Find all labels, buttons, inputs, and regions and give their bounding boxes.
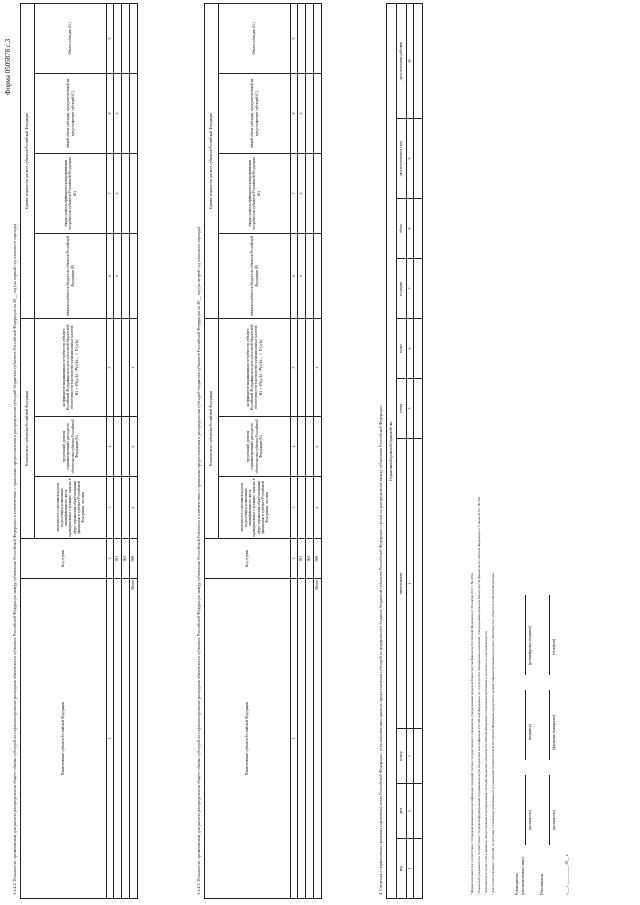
- col-num: 3: [107, 477, 114, 539]
- col-paragraph: абзац: [397, 199, 407, 259]
- section-2-table: [204, 3, 322, 899]
- col-code: Код строки: [205, 539, 291, 579]
- footnote: ⁴ Для соответствующих субсидий, по которым установлены требования об установлении Правительством Российской Федерации предельного уровня софинансирования расходного обязательства субъекта Российской Федерации.: [491, 572, 495, 895]
- col-participants: численность участников курсов подготовки и повышения квалификации из числа муниципальных служащих, занятых в сфере управления общественными финансами в субъекте Российской Федерации, человек: [35, 477, 107, 539]
- row-code: 001: [298, 539, 306, 579]
- position-caption: (должность): [528, 810, 532, 830]
- phone-caption: (телефон): [552, 639, 556, 655]
- cell: [298, 579, 306, 899]
- head-label: Руководитель: [515, 872, 519, 895]
- col-num: 6: [107, 233, 114, 318]
- col-num: 6: [407, 319, 414, 379]
- formula: Ki = Pi(y/k) / P(y/k)... × Y/(y/k): [74, 339, 80, 396]
- col-num: 4: [407, 439, 414, 729]
- col-num: 9: [291, 3, 298, 73]
- cell-x: x: [298, 153, 306, 233]
- col-num: 2: [407, 784, 414, 839]
- col-num: 3: [291, 477, 298, 539]
- head-sublabel: (уполномоченное лицо): [521, 856, 525, 895]
- col-kind: вид: [397, 839, 407, 899]
- footnote: ² Показатели указываются в соответствии с Порядком формирования и применения кодов бюджетной классификации Российской Федерации, их структурой и принципами назначения, утвержденным приказом Министерства финансов Российской Федерации от 6 июня 2019 г. № 85н.: [477, 496, 481, 895]
- total-label: Итого: [314, 579, 322, 899]
- signature-line: [525, 775, 526, 845]
- col-num: 5: [407, 379, 414, 439]
- col-num: 1: [407, 839, 414, 899]
- col-cofinancing-level: предельный уровень софинансирования расходного обязательства субъекта Российской Федерации (%): [219, 417, 291, 477]
- total-row: [130, 3, 138, 898]
- col-num: 5: [107, 318, 114, 416]
- col-subsidy: Объем субсидии (Ci): [35, 3, 107, 73]
- col-coefficient-label: коэффициент выравнивания потребности субъекта Российской Федерации исходя из расчетной бюджетной обеспеченности в количестве муниципальных налогов: [61, 324, 75, 411]
- col-coefficient: [219, 318, 291, 416]
- fio2-caption: (фамилия, инициалы): [552, 714, 556, 750]
- col-coef-sum: общая сумма коэффициентов выравнивания потребности субъектов Российской Федерации (K): [35, 153, 107, 233]
- column-numbers-row: [291, 3, 298, 898]
- total-row: [314, 3, 322, 898]
- col-num: 4: [291, 417, 298, 477]
- column-numbers-row: [407, 4, 414, 899]
- form-number: Форма 0505878 с.3: [4, 38, 12, 95]
- cell-x: x: [114, 153, 122, 233]
- cell-x: x: [314, 417, 322, 477]
- section-2-title: 3.1.4.3. Показатели, применяемые для расчета распределения общего объема субсидий на софинансирование расходных обязательств субъектов Российской Федерации между субъектами Российской Federation в соответствии с правилами предоставления и распределения субсидий бюджетам субъектов Российской Федерации на 20__ год (на второй год планового периода): [196, 226, 201, 895]
- signature-line: [525, 690, 526, 760]
- col-code: Код строки: [21, 539, 107, 579]
- col-num: 6: [291, 233, 298, 318]
- col-total-need: общая потребность бюджетов субъектов Российской Федерации (P): [35, 233, 107, 318]
- cell-x: x: [314, 318, 322, 416]
- signature-line: [549, 690, 550, 760]
- col-subpoint: подпункт: [397, 259, 407, 319]
- col-coefficient-label: коэффициент выравнивания потребности субъекта Российской Федерации исходя из расчетной бюджетной обеспеченности в количестве муниципальных налогов: [245, 324, 259, 411]
- col-num: 9: [107, 3, 114, 73]
- col-num: 8: [291, 73, 298, 153]
- col-coef-sum: общая сумма коэффициентов выравнивания потребности субъектов Российской Федерации (K): [219, 153, 291, 233]
- table-row: [114, 3, 122, 898]
- table-row: [122, 3, 130, 898]
- cell: [306, 579, 314, 899]
- cell-x: x: [314, 477, 322, 539]
- cell: [122, 579, 130, 899]
- col-end-date: дата окончания действия: [397, 4, 407, 119]
- col-article: статья: [397, 379, 407, 439]
- group-subjects: Показатели по субъектам Российской Федерации: [205, 318, 219, 538]
- col-coefficient: [35, 318, 107, 416]
- col-total-need: общая потребность бюджетов субъектов Российской Федерации (P): [219, 233, 291, 318]
- group-common: Единые показатели для всех субъектов Российской Федерации: [21, 3, 35, 318]
- group-subjects: Показатели по субъектам Российской Федерации: [21, 318, 35, 538]
- cell-x: x: [130, 417, 138, 477]
- col-num: 1: [291, 579, 298, 899]
- cell-x: x: [130, 318, 138, 416]
- col-name: Наименование субъекта Российской Федерации: [205, 579, 291, 899]
- col-num: 9: [407, 119, 414, 199]
- section-3-table: [386, 3, 423, 899]
- col-num: 2: [291, 539, 298, 579]
- total-code: 900: [130, 539, 138, 579]
- cell-x: x: [298, 73, 306, 153]
- total-code: 900: [314, 539, 322, 579]
- col-effective-date: дата вступления в силу: [397, 119, 407, 199]
- signature-line: [549, 775, 550, 845]
- col-num: 7: [407, 259, 414, 319]
- col-num: 1: [107, 579, 114, 899]
- col-num: 5: [291, 318, 298, 416]
- col-total-subsidy: общий объем субсидии, предусмотренный на предоставление субсидий (С): [219, 73, 291, 153]
- total-label: Итого: [130, 579, 138, 899]
- sign-caption: (подпись): [528, 724, 532, 740]
- cell-x: x: [298, 233, 306, 318]
- signature-line: [549, 595, 550, 675]
- row-code: 002: [122, 539, 130, 579]
- table-row: [298, 3, 306, 898]
- cell: [114, 579, 122, 899]
- section-3-title: 4. Сведения о нормативных правовых (правовых) актах Российской Федерации, устанавливающих правила предоставления субсидий из федерального бюджета бюджетам субъектов Российской Федерации и (или) их распределение между субъектами Российской Федерации: [378, 405, 383, 895]
- col-num: 10: [407, 4, 414, 119]
- col-cofinancing-level: предельный уровень софинансирования расходного обязательства субъекта Российской Федерации (%): [35, 417, 107, 477]
- col-point: пункт: [397, 319, 407, 379]
- section-1-title: 3.1.4.2. Показатели, применяемые для расчета распределения общего объема субсидий на софинансирование расходных обязательств субъектов Российской Федерации между субъектами Российской Федерации в соответствии с правилами предоставления и распределения субсидий бюджетам субъектов Российской Федерации на 20__ год (на первый год планового периода): [12, 223, 17, 895]
- col-num: 7: [107, 153, 114, 233]
- cell-x: x: [114, 233, 122, 318]
- col-num: 4: [107, 417, 114, 477]
- cell-x: x: [130, 477, 138, 539]
- col-num: 7: [291, 153, 298, 233]
- section-1-table: [20, 3, 138, 899]
- col-name: Наименование субъекта Российской Федерации: [21, 579, 107, 899]
- footnote: ¹ Форма заполняется в соответствии с Порядком применения классификации операций сектора государственного управления, утвержденным приказом Министерства финансов Российской Федерации от 29 ноября 2017 г. № 209н.: [470, 572, 474, 895]
- fio-caption: (расшифровка подписи): [528, 626, 532, 665]
- col-number: номер: [397, 729, 407, 784]
- signature-line: [525, 595, 526, 675]
- col-num: 8: [107, 73, 114, 153]
- formula: Ki = Pi(y/k) / P(y/k)... × Y/(y/k): [258, 339, 264, 396]
- col-total-subsidy: общий объем субсидии, предусмотренный на предоставление субсидий (С): [35, 73, 107, 153]
- group-common: Единые показатели для всех субъектов Российской Федерации: [205, 3, 219, 318]
- col-subsidy: Объем субсидии (Ci): [219, 3, 291, 73]
- position-caption: (должность): [552, 810, 556, 830]
- table-row: [306, 3, 314, 898]
- col-num: 2: [107, 539, 114, 579]
- date-line: «___» __________ 20__ г.: [565, 854, 569, 895]
- table-row: [414, 4, 423, 899]
- col-num: 3: [407, 729, 414, 784]
- cell-x: x: [114, 73, 122, 153]
- column-numbers-row: [107, 3, 114, 898]
- row-code: 002: [306, 539, 314, 579]
- footnote: ³ Заполняется в случае если в правилах предоставления и распределения субсидий бюджетам субъектов Российской Федерации установлены требования к численности участников курсов.: [484, 630, 488, 895]
- col-num: 8: [407, 199, 414, 259]
- group-legal-act: Нормативный правовой (правовой) акт: [387, 4, 397, 899]
- row-code: 001: [114, 539, 122, 579]
- exec-label: Исполнитель: [540, 873, 544, 895]
- col-participants: численность участников курсов подготовки и повышения квалификации из числа муниципальных служащих, занятых в сфере управления общественными финансами в субъекте Российской Федерации, человек: [219, 477, 291, 539]
- col-title: наименование: [397, 439, 407, 729]
- col-date: дата: [397, 784, 407, 839]
